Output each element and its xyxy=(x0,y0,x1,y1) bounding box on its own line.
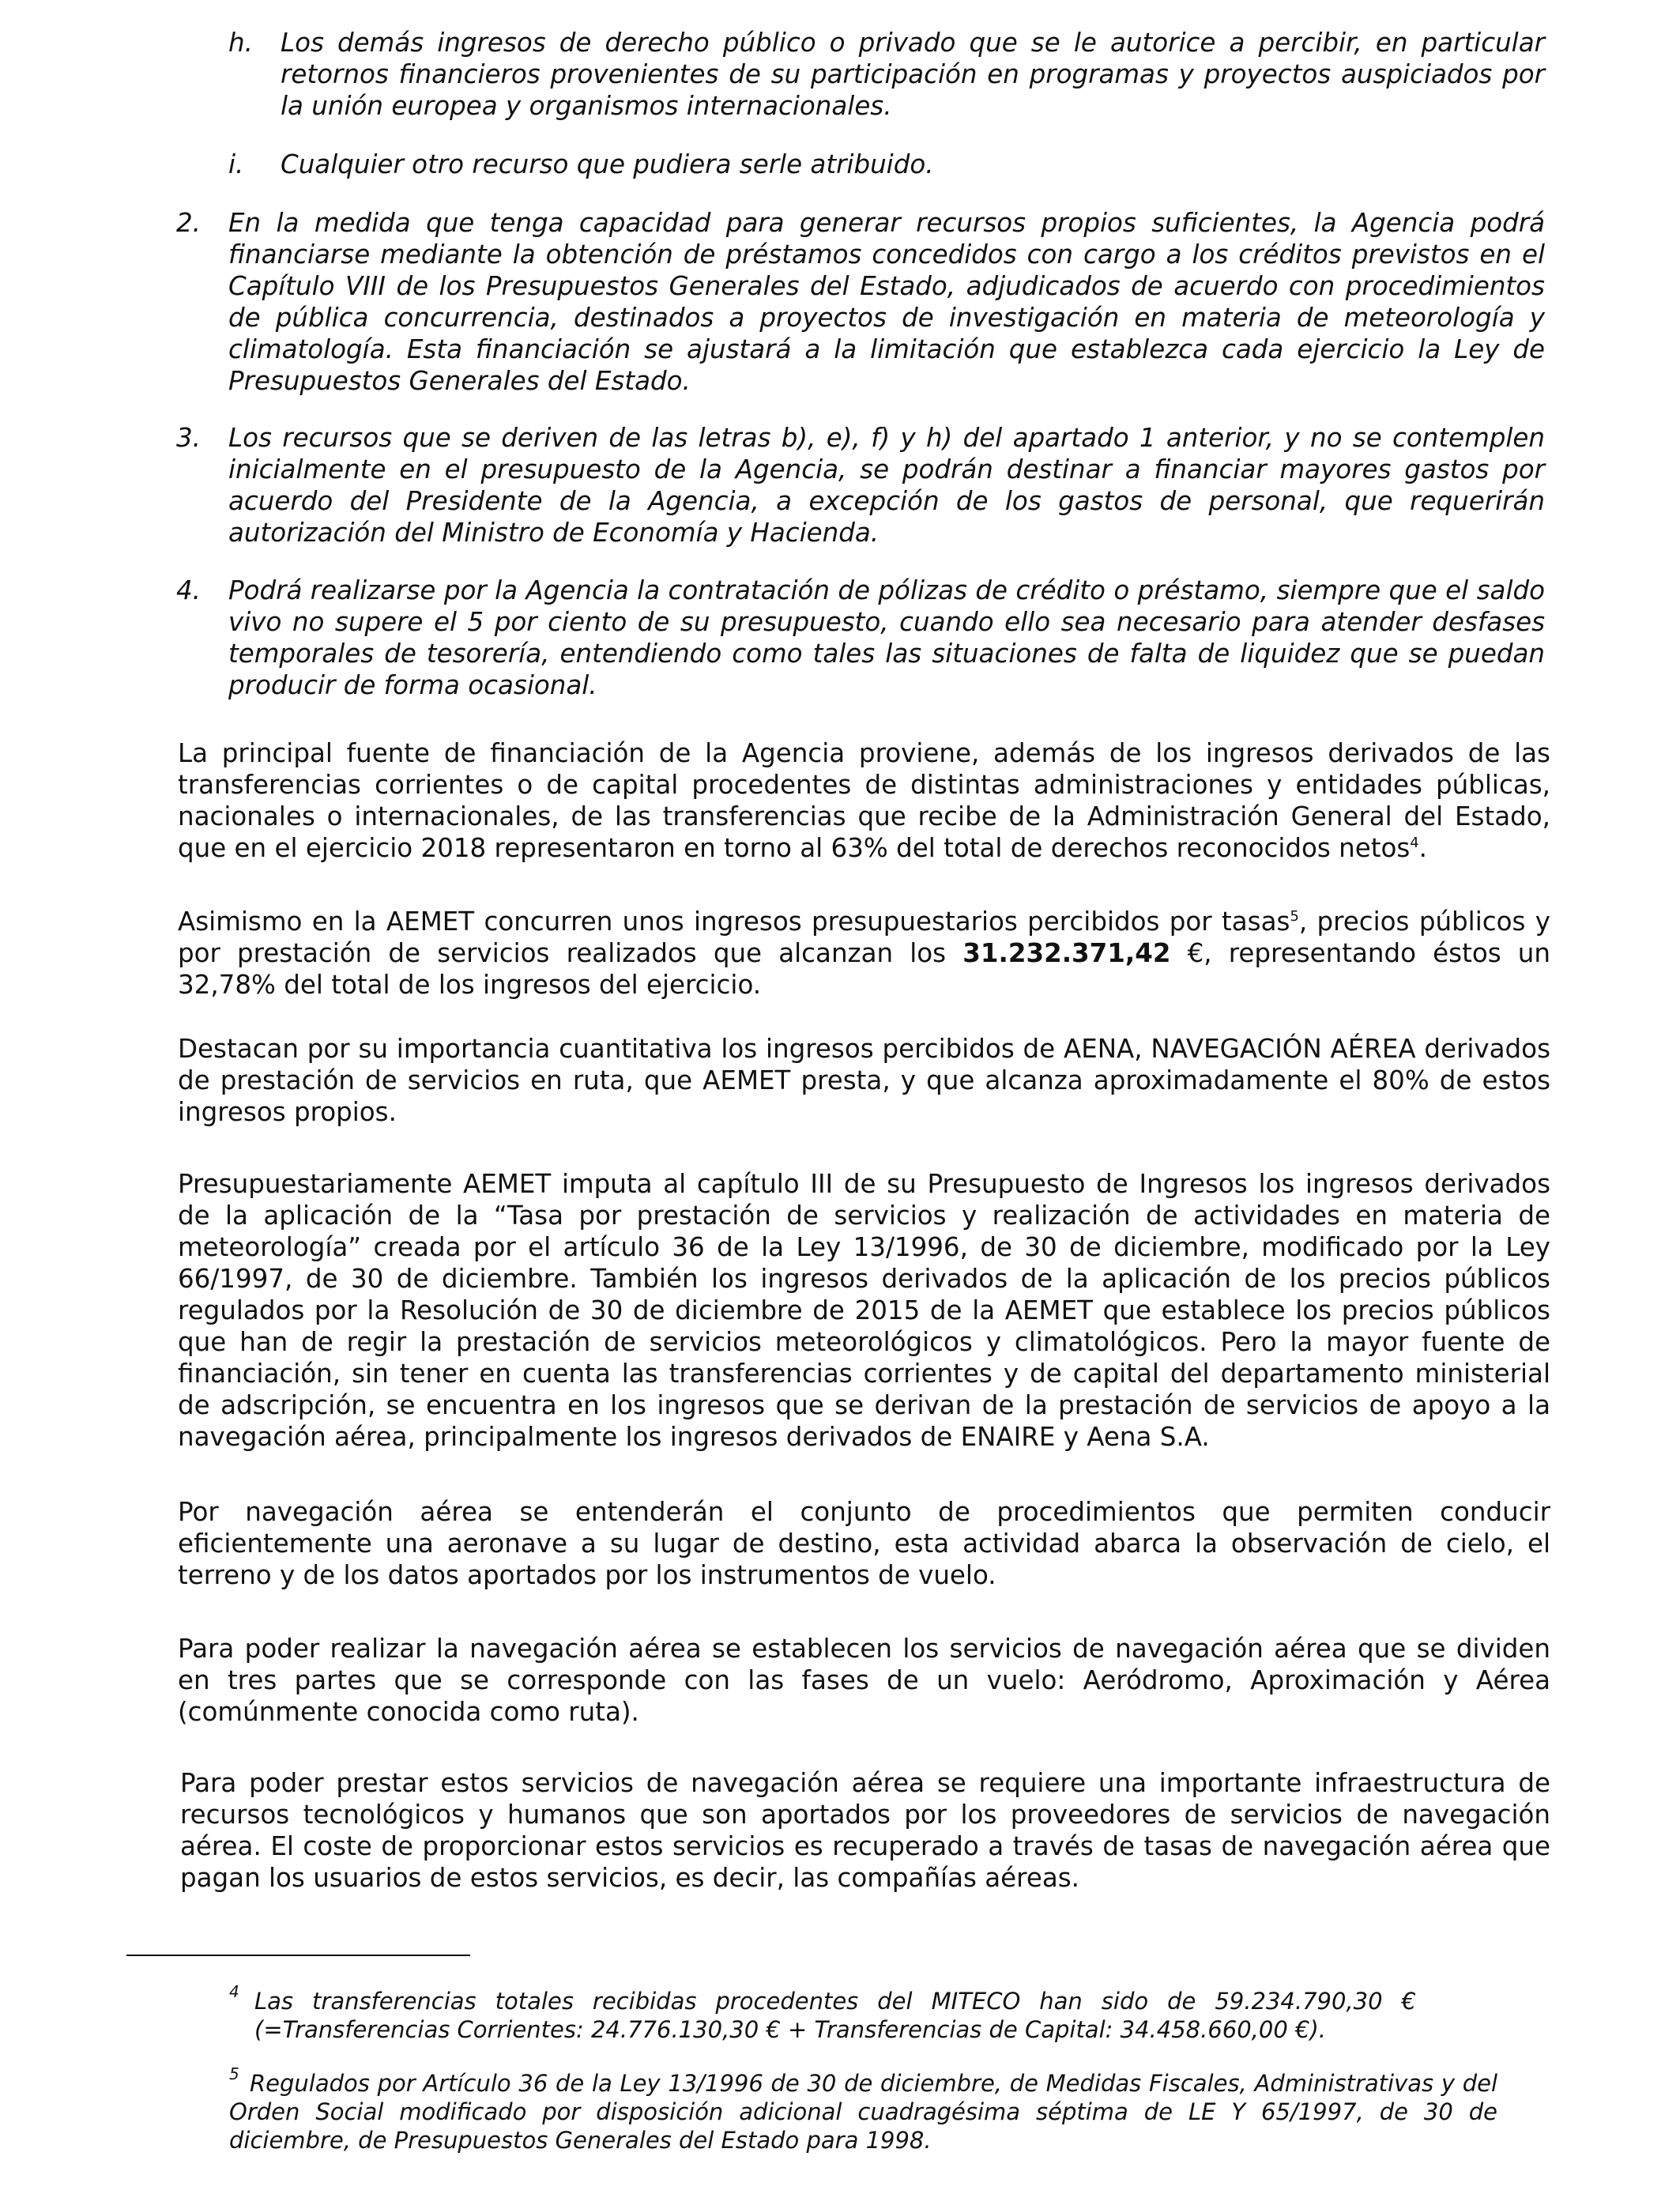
list-item-2: En la medida que tenga capacidad para generar recursos propios suficientes, la Agencia podrá financiarse mediante la obtención de préstamos concedidos con cargo a los créditos previstos en el Capítulo VIII de los Presupuestos Generales del Estado, adjudicados de acuerdo con procedimientos de pública concurrencia, destinados a proyectos de investigación en materia de meteorología y climatología. Esta financiación se ajustará a la limitación que establezca cada ejercicio la Ley de Presupuestos Generales del Estado. xyxy=(228,208,1545,396)
paragraph-navigation-services: Para poder realizar la navegación aérea se establecen los servicios de navegación aérea que se dividen en tres partes que se corresponde con las fases de un vuelo: Aeródromo, Aproximación y Aérea (comúnmente conocida como ruta). xyxy=(178,1634,1550,1727)
footnote-5: Regulados por Artículo 36 de la Ley 13/1996 de 30 de diciembre, de Medidas Fiscales, Administrativas y del Orden Social modificado por disposición adicional cuadragésima séptima de LE Y 65/1997, de 30 de diciembre, de Presupuestos Generales del Estado para 1998. xyxy=(229,2070,1497,2154)
paragraph-budget-chapter: Presupuestariamente AEMET imputa al capítulo III de su Presupuesto de Ingresos los ingresos derivados de la aplicación de la “Tasa por prestación de servicios y realización de actividades en materia de meteorología” creada por el artículo 36 de la Ley 13/1996, de 30 de diciembre, modificado por la Ley 66/1997, de 30 de diciembre. También los ingresos derivados de la aplicación de los precios públicos regulados por la Resolución de 30 de diciembre de 2015 de la AEMET que establece los precios públicos que han de regir la prestación de servicios meteorológicos y climatológicos. Pero la mayor fuente de financiación, sin tener en cuenta las transferencias corrientes y de capital del departamento ministerial de adscripción, se encuentra en los ingresos que se derivan de la prestación de servicios de apoyo a la navegación aérea, principalmente los ingresos derivados de ENAIRE y Aena S.A. xyxy=(178,1169,1550,1452)
list-marker-2: 2. xyxy=(176,208,202,238)
list-item-i: Cualquier otro recurso que pudiera serle atribuido. xyxy=(281,149,934,179)
paragraph-main-funding: La principal fuente de financiación de la Agencia proviene, además de los ingresos derivados de las transferencias corrientes o de capital procedentes de distintas administraciones y entidades públicas, nacionales o internacionales, de las transferencias que recibe de la Administración General del Estado, que en el ejercicio 2018 representaron en torno al 63% del total de derechos reconocidos netos$^4$. xyxy=(178,738,1550,863)
footnote-4: Las transferencias totales recibidas procedentes del MITECO han sido de 59.234.790,30 € (=Transferencias Corrientes: 24.776.130,30 € + Transferencias de Capital: 34.458.660,00 €). xyxy=(254,1988,1416,2043)
paragraph-infrastructure: Para poder prestar estos servicios de navegación aérea se requiere una importante infraestructura de recursos tecnológicos y humanos que son aportados por los proveedores de servicios de navegación aérea. El coste de proporcionar estos servicios es recuperado a través de tasas de navegación aérea que pagan los usuarios de estos servicios, es decir, las compañías aéreas. xyxy=(180,1768,1550,1893)
footnote-number-5: 5 xyxy=(229,2064,239,2083)
footnote-ref-5[interactable]: 5 xyxy=(1290,908,1299,925)
revenue-amount: 31.232.371,42 xyxy=(962,938,1171,968)
list-marker-h: h. xyxy=(228,28,253,58)
list-item-4: Podrá realizarse por la Agencia la contratación de pólizas de crédito o préstamo, siempre que el saldo vivo no supere el 5 por ciento de su presupuesto, cuando ello sea necesario para atender desfases temporales de tesorería, entendiendo como tales las situaciones de falta de liquidez que se puedan producir de forma ocasional. xyxy=(228,575,1545,700)
list-marker-i: i. xyxy=(228,149,244,179)
footnote-number-4: 4 xyxy=(229,1982,239,2001)
footnote-ref-4[interactable]: 4 xyxy=(1410,835,1419,852)
footnote-separator xyxy=(126,1955,470,1956)
list-item-3: Los recursos que se deriven de las letras b), e), f) y h) del apartado 1 anterior, y no se contemplen inicialmente en el presupuesto de la Agencia, se podrán destinar a financiar mayores gastos por acuerdo del Presidente de la Agencia, a excepción de los gastos de personal, que requerirán autorización del Ministro de Economía y Hacienda. xyxy=(228,423,1545,548)
paragraph-own-revenue: Asimismo en la AEMET concurren unos ingresos presupuestarios percibidos por tasas$^5$, precios públicos y por prestación de servicios realizados que alcanzan los 31.232.371,42 €, representando éstos un 32,78% del total de los ingresos del ejercicio. xyxy=(178,907,1550,1000)
paragraph-aena-revenue: Destacan por su importancia cuantitativa los ingresos percibidos de AENA, NAVEGACIÓN AÉREA derivados de prestación de servicios en ruta, que AEMET presta, y que alcanza aproximadamente el 80% de estos ingresos propios. xyxy=(178,1034,1550,1127)
list-marker-4: 4. xyxy=(176,575,202,605)
paragraph-air-navigation-definition: Por navegación aérea se entenderán el conjunto de procedimientos que permiten conducir eficientemente una aeronave a su lugar de destino, esta actividad abarca la observación de cielo, el terreno y de los datos aportados por los instrumentos de vuelo. xyxy=(178,1497,1550,1590)
list-marker-3: 3. xyxy=(176,423,202,453)
list-item-h: Los demás ingresos de derecho público o privado que se le autorice a percibir, en particular retornos financieros provenientes de su participación en programas y proyectos auspiciados por la unión europea y organismos internacionales. xyxy=(281,28,1545,121)
